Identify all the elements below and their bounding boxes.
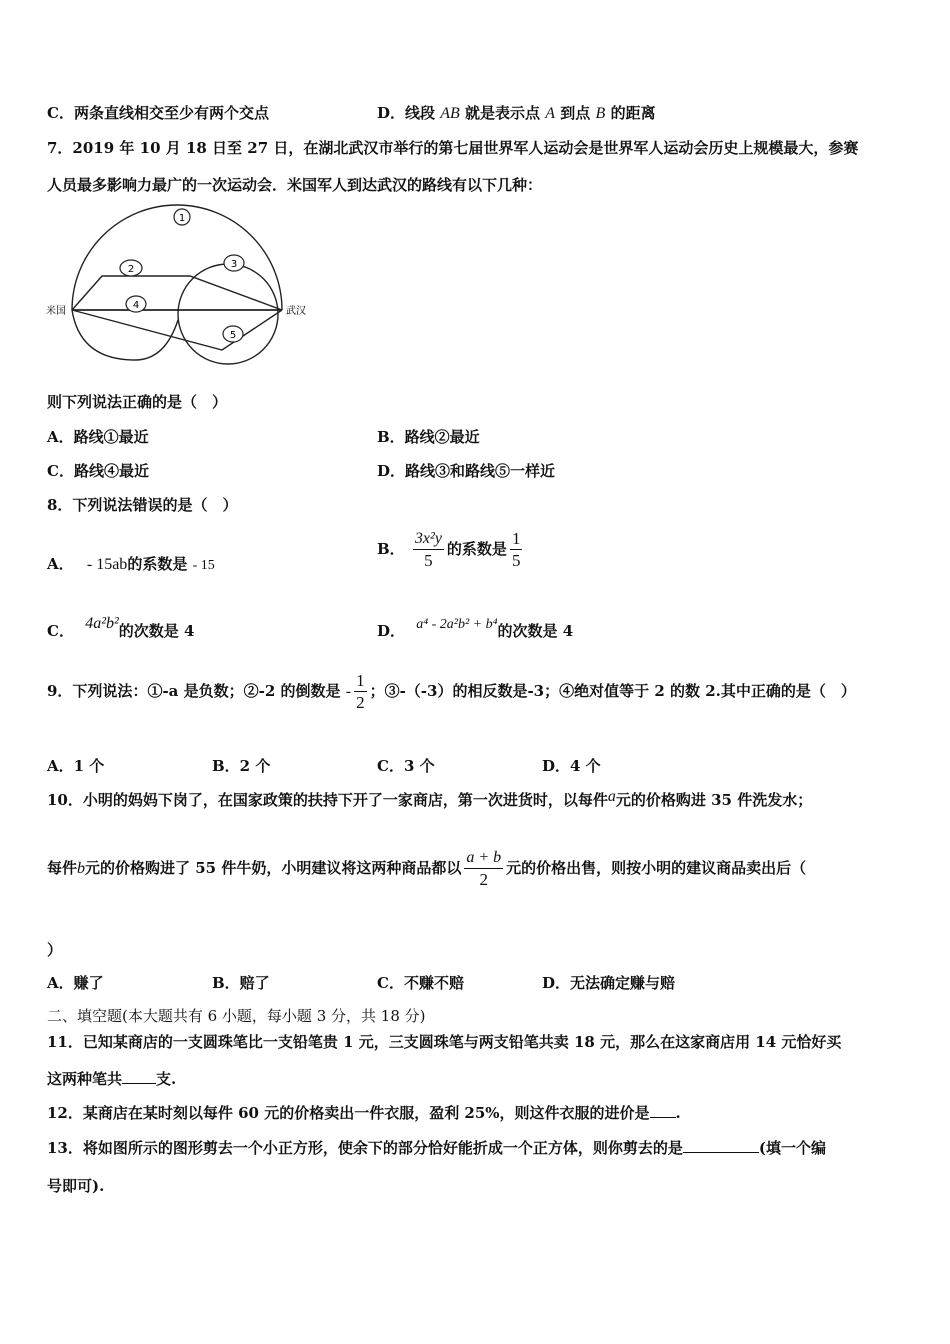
q7-option-c: C．路线④最近 [47, 462, 149, 480]
q10-stem-line3: ） [47, 941, 63, 959]
q13-stem-line2: 号即可). [47, 1177, 105, 1195]
q9-stem: 9．下列说法：①-a 是负数；②-2 的倒数是 - $\frac{1}{2}$ ；③-（-3）的相反数是-3；④绝对值等于 2 的数 2.其中正确的是（ ） [47, 671, 856, 713]
svg-text:2: 2 [127, 264, 135, 275]
q9-option-a: A．1 个 [47, 757, 105, 775]
q8-stem: 8．下列说法错误的是（ ） [47, 496, 238, 514]
q10-stem-line1: 10．小明的妈妈下岗了，在国家政策的扶持下开了一家商店，第一次进货时，以每件a元的价格购进 35 件洗发水； [47, 788, 813, 809]
marker-4 [126, 296, 146, 312]
q7-question: 则下列说法正确的是（ ） [47, 393, 228, 411]
route-lower-arc [72, 310, 178, 360]
answer-blank[interactable] [122, 1083, 156, 1084]
q12-stem: 12．某商店在某时刻以每件 60 元的价格卖出一件衣服，盈利 25%，则这件衣服的进价是 . [47, 1104, 681, 1122]
q7-option-d: D．路线③和路线⑤一样近 [377, 462, 556, 480]
svg-text:4: 4 [132, 300, 140, 311]
q6-option-c: C．两条直线相交至少有两个交点 [47, 104, 269, 122]
svg-text:5: 5 [229, 330, 237, 341]
q8-option-c: C． 4a²b²的次数是 4 [47, 615, 195, 640]
section-title: 二、填空题(本大题共有 6 小题，每小题 3 分，共 18 分) [47, 1007, 426, 1025]
marker-1 [174, 209, 190, 225]
route-3-circle [178, 264, 278, 364]
fraction: $\frac{1}{5}$ [511, 529, 521, 571]
q8-option-b: B． $\frac{\text{3x²y}}{5}$ 的系数是 $\frac{1}{5}$ [377, 529, 521, 571]
q9-option-d: D．4 个 [542, 757, 601, 775]
q7-option-a: A．路线①最近 [47, 428, 149, 446]
marker-5 [223, 326, 243, 342]
q9-option-b: B．2 个 [212, 757, 271, 775]
q7-stem-line1: 7．2019 年 10 月 18 日至 27 日，在湖北武汉市举行的第七届世界军人运动会是世界军人运动会历史上规模最大，参赛 [47, 139, 859, 157]
q10-option-b: B．赔了 [212, 974, 270, 992]
q8-option-a: A． - 15ab的系数是 - 15 [47, 555, 215, 573]
label-start: 米国 [46, 306, 66, 317]
q7-stem-line2: 人员最多影响力最广的一次运动会．米国军人到达武汉的路线有以下几种： [47, 176, 543, 194]
svg-text:3: 3 [230, 259, 238, 270]
answer-blank[interactable] [683, 1152, 759, 1153]
fraction: $\frac{\text{3x²y}}{5}$ [414, 529, 442, 570]
fraction: $\frac{a + b}{2}$ [466, 849, 502, 889]
q13-stem-line1: 13．将如图所示的图形剪去一个小正方形，使余下的部分恰好能折成一个正方体，则你剪去的是 (填一个编 [47, 1139, 826, 1157]
q10-option-c: C．不赚不赔 [377, 974, 464, 992]
q11-stem-line1: 11．已知某商店的一支圆珠笔比一支铅笔贵 1 元，三支圆珠笔与两支铅笔共卖 18 元，那么在这家商店用 14 元恰好买 [47, 1033, 842, 1051]
svg-text:1: 1 [178, 213, 186, 224]
marker-2 [120, 260, 142, 276]
route-5-path [72, 310, 282, 350]
route-diagram [40, 200, 330, 370]
q6-option-d: D．线段 AB 就是表示点 A 到点 B 的距离 [377, 104, 656, 122]
q10-option-d: D．无法确定赚与赔 [542, 974, 676, 992]
q10-stem-line2: 每件b元的价格购进了 55 件牛奶，小明建议将这两种商品都以 $\frac{a + b}{2}$ 元的价格出售，则按小明的建议商品卖出后（ [47, 849, 807, 889]
q10-option-a: A．赚了 [47, 974, 104, 992]
answer-blank[interactable] [650, 1117, 676, 1118]
marker-3 [224, 255, 244, 271]
label-end: 武汉 [286, 306, 306, 317]
q11-stem-line2: 这两种笔共 支. [47, 1070, 177, 1088]
q7-option-b: B．路线②最近 [377, 428, 480, 446]
fraction: $\frac{1}{2}$ [356, 671, 365, 713]
q9-option-c: C．3 个 [377, 757, 435, 775]
route-2-path [72, 276, 282, 310]
q8-option-d: D． a⁴ - 2a²b² + b⁴的次数是 4 [377, 617, 574, 640]
